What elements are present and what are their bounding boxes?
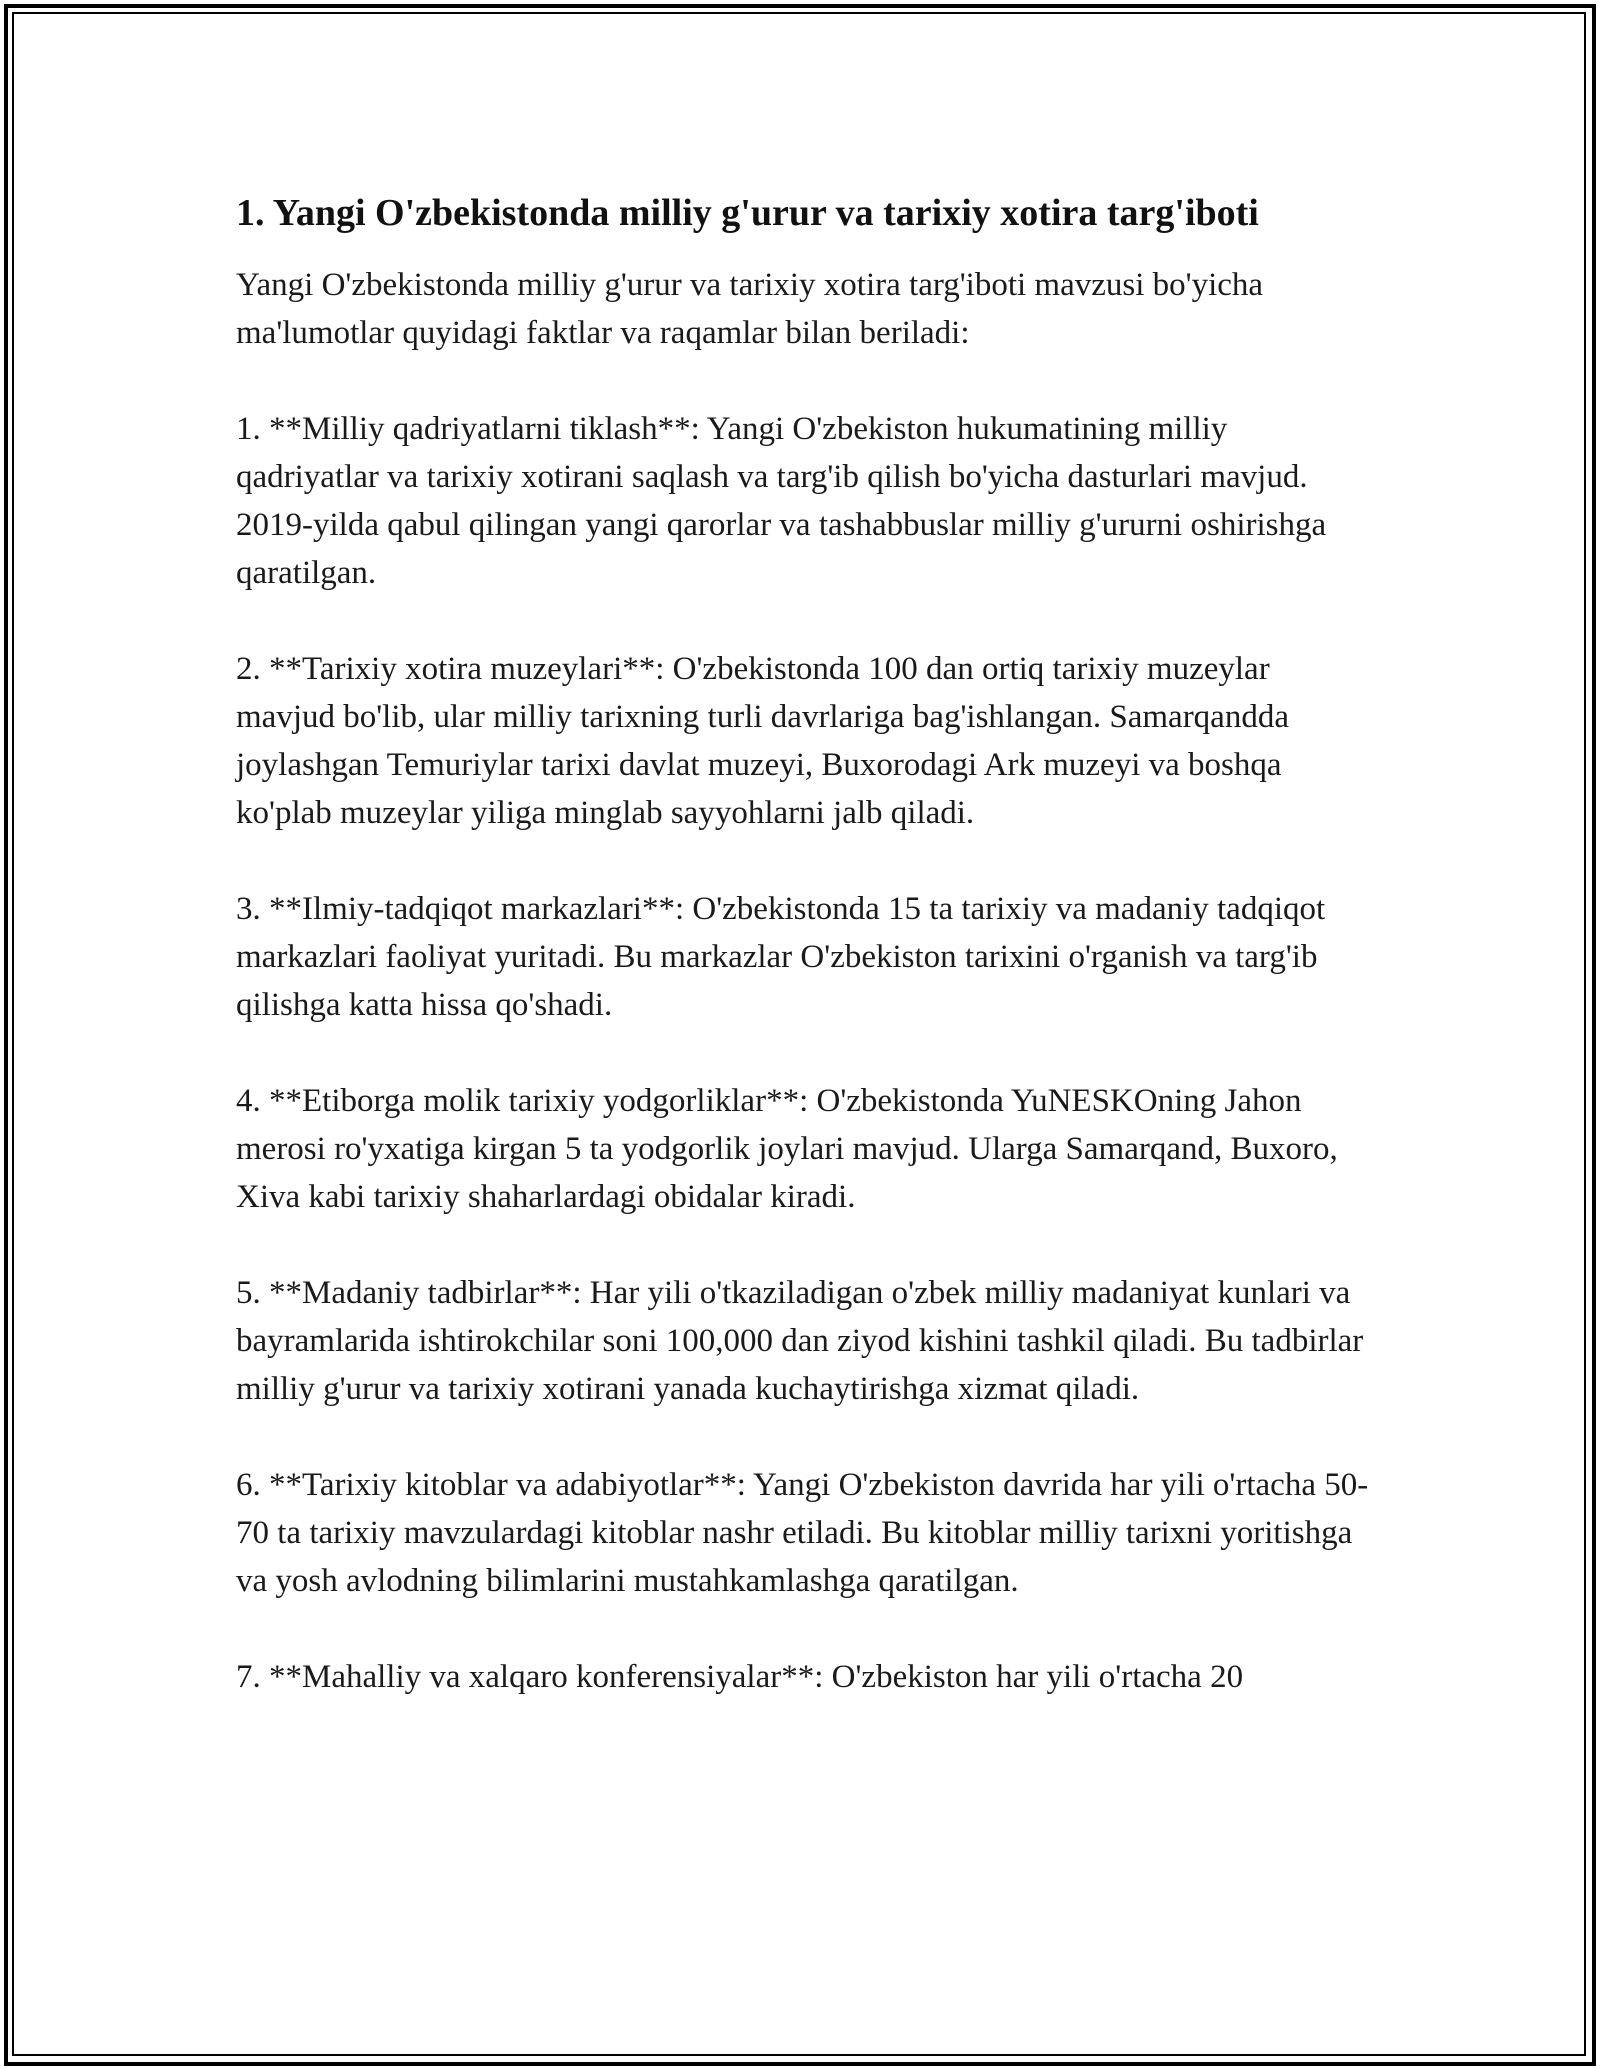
paragraph-item-5: 5. **Madaniy tadbirlar**: Har yili o'tkaziladigan o'zbek milliy madaniyat kunlari va bayramlarida ishtirokchilar soni 100,000 dan ziyod kishini tashkil qiladi. Bu tadbirlar milliy g'urur va tarixiy xotirani yanada kuchaytirishga xizmat qiladi. xyxy=(236,1275,1364,1407)
paragraph-item-2: 2. **Tarixiy xotira muzeylari**: O'zbekistonda 100 dan ortiq tarixiy muzeylar mavjud bo'lib, ular milliy tarixning turli davrlariga bag'ishlangan. Samarqandda joylashgan Temuriylar tarixi davlat muzeyi, Buxorodagi Ark muzeyi va boshqa ko'plab muzeylar yiliga minglab sayyohlarni jalb qiladi. xyxy=(236,651,1289,831)
paragraph-item-6: 6. **Tarixiy kitoblar va adabiyotlar**: Yangi O'zbekiston davrida har yili o'rtacha 50-70 ta tarixiy mavzulardagi kitoblar nashr etiladi. Bu kitoblar milliy tarixni yoritishga va yosh avlodning bilimlarini mustahkamlashga qaratilgan. xyxy=(236,1467,1369,1599)
paragraph-item-1: 1. **Milliy qadriyatlarni tiklash**: Yangi O'zbekiston hukumatining milliy qadriyatlar va tarixiy xotirani saqlash va targ'ib qilish bo'yicha dasturlari mavjud. 2019-yilda qabul qilingan yangi qarorlar va tashabbuslar milliy g'ururni oshirishga qaratilgan. xyxy=(236,411,1327,591)
document-title: 1. Yangi O'zbekistonda milliy g'urur va tarixiy xotira targ'iboti xyxy=(236,192,1259,234)
intro-paragraph: Yangi O'zbekistonda milliy g'urur va tarixiy xotira targ'iboti mavzusi bo'yicha ma'lumotlar quyidagi faktlar va raqamlar bilan beriladi: xyxy=(236,267,1264,351)
paragraph-item-7: 7. **Mahalliy va xalqaro konferensiyalar**: O'zbekiston har yili o'rtacha 20 xyxy=(236,1659,1244,1695)
paragraph-item-4: 4. **Etiborga molik tarixiy yodgorliklar**: O'zbekistonda YuNESKOning Jahon merosi ro'yxatiga kirgan 5 ta yodgorlik joylari mavjud. Ularga Samarqand, Buxoro, Xiva kabi tarixiy shaharlardagi obidalar kiradi. xyxy=(236,1083,1338,1215)
document-body xyxy=(236,186,1376,1749)
paragraph-item-3: 3. **Ilmiy-tadqiqot markazlari**: O'zbekistonda 15 ta tarixiy va madaniy tadqiqot markazlari faoliyat yuritadi. Bu markazlar O'zbekiston tarixini o'rganish va targ'ib qilishga katta hissa qo'shadi. xyxy=(236,891,1326,1023)
